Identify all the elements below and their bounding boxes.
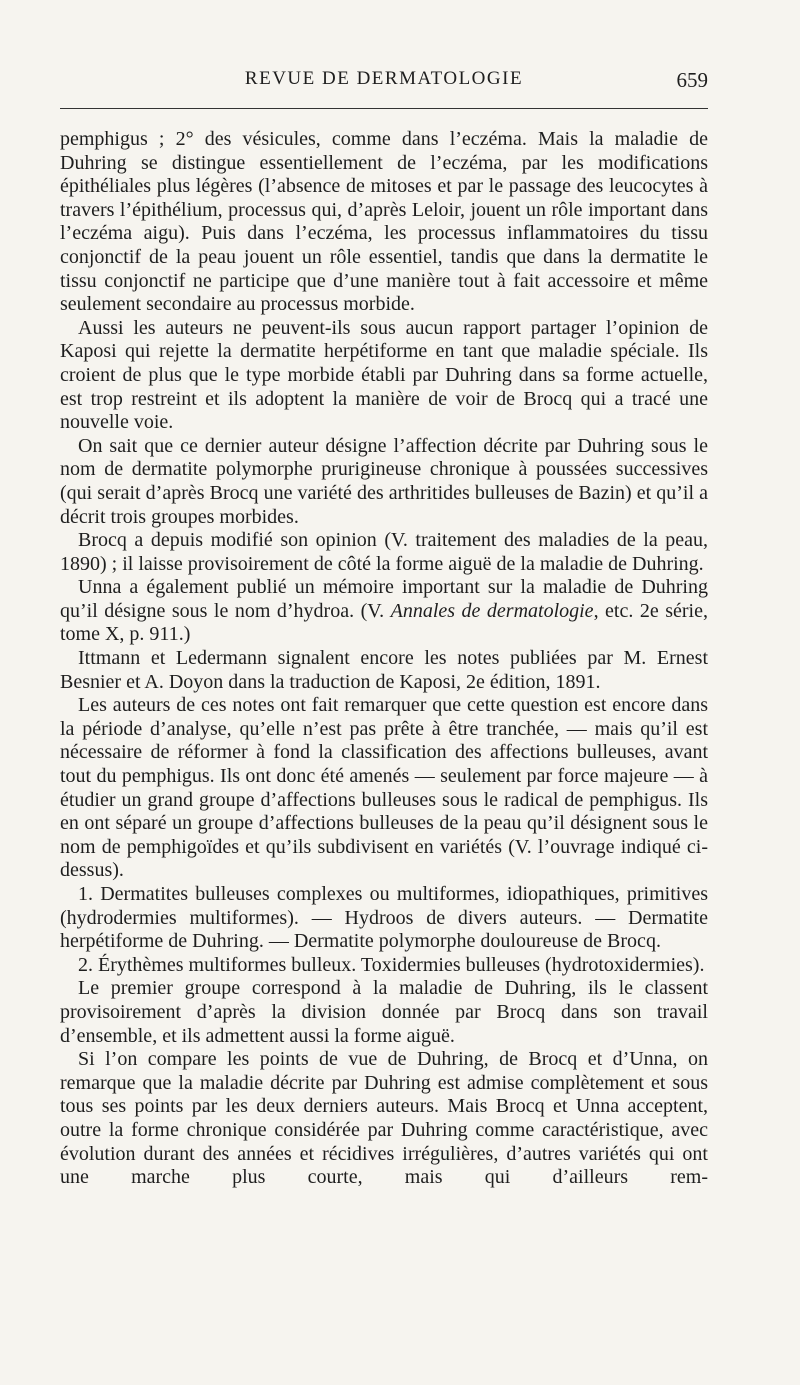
paragraph: Aussi les auteurs ne peuvent-ils sous aucun rapport partager l’opinion de Kaposi qui rejette la dermatite herpétiforme en tant que maladie spéciale. Ils croient de plus que le type morbide établi par Duhring dans sa forme actuelle, est trop restreint et ils adoptent la manière de voir de Brocq qui a tracé une nouvelle voie. [60, 316, 708, 434]
paragraph: Brocq a depuis modifié son opinion (V. traitement des maladies de la peau, 1890) ; il laisse provisoirement de côté la forme aiguë de la maladie de Duhring. [60, 529, 708, 575]
paragraph [60, 576, 708, 647]
paragraph: Le premier groupe correspond à la maladie de Duhring, ils le classent provisoirement d’après la division donnée par Brocq dans son travail d’ensemble, et ils admettent aussi la forme aiguë. [60, 977, 708, 1047]
paragraph: On sait que ce dernier auteur désigne l’affection décrite par Duhring sous le nom de dermatite polymorphe prurigineuse chronique à poussées successives (qui serait d’après Brocq une variété des arthritides bulleuses de Bazin) et qu’il a décrit trois groupes morbides. [60, 434, 708, 528]
page-header [60, 68, 708, 98]
header-rule [60, 108, 708, 109]
body-text [60, 128, 708, 1190]
running-title: REVUE DE DERMATOLOGIE [244, 68, 524, 89]
text-segment: Unna a également publié un mémoire important sur la maladie de Duhring qu’il désigne sous le nom d’hydroa. (V. [60, 576, 708, 622]
list-item: 1. Dermatites bulleuses complexes ou multiformes, idiopathiques, primitives (hydrodermies multiformes). — Hydroos de divers auteurs. — Dermatite herpétiforme de Duhring. — Dermatite polymorphe douloureuse de Brocq. [60, 883, 708, 953]
paragraph: Si l’on compare les points de vue de Duhring, de Brocq et d’Unna, on remarque que la maladie décrite par Duhring est admise complètement et sous tous ses points par les deux derniers auteurs. Mais Brocq et Unna acceptent, outre la forme chronique considérée par Duhring comme caractéristique, avec évolution durant des années et récidives irrégulières, d’autres variétés qui ont une marche plus courte, mais qui d’ailleurs rem- [60, 1048, 708, 1189]
page-number: 659 [676, 68, 708, 92]
paragraph: pemphigus ; 2° des vésicules, comme dans l’eczéma. Mais la maladie de Duhring se distingue essentiellement de l’eczéma, par les modifications épithéliales plus légères (l’absence de mitoses et par le passage des leucocytes à travers l’épithélium, processus qui, d’après Leloir, jouent un rôle important dans l’eczéma aigu). Puis dans l’eczéma, les processus inflammatoires du tissu conjonctif de la peau jouent un rôle essentiel, tandis que dans la dermatite le tissu conjonctif ne participe que d’une manière tout à fait accessoire et même seulement secondaire au processus morbide. [60, 128, 708, 316]
paragraph: Ittmann et Ledermann signalent encore les notes publiées par M. Ernest Besnier et A. Doyon dans la traduction de Kaposi, 2e édition, 1891. [60, 647, 708, 693]
list-item: 2. Érythèmes multiformes bulleux. Toxidermies bulleuses (hydrotoxidermies). [78, 953, 705, 976]
journal-title: Annales de dermatologie [390, 599, 594, 622]
text-segment: , etc. 2e série, tome X, p. 911.) [60, 599, 708, 646]
paragraph: Les auteurs de ces notes ont fait remarquer que cette question est encore dans la période d’analyse, qu’elle n’est pas prête à être tranchée, — mais qu’il est nécessaire de réformer à fond la classification des affections bulleuses, avant tout du pemphigus. Ils ont donc été amenés — seulement par force majeure — à étudier un grand groupe d’affections bulleuses sous le radical de pemphigus. Ils en ont séparé un groupe d’affections bulleuses de la peau qu’il désignent sous le nom de pemphigoïdes et qu’ils subdivisent en variétés (V. l’ouvrage indiqué ci-dessus). [60, 694, 708, 882]
